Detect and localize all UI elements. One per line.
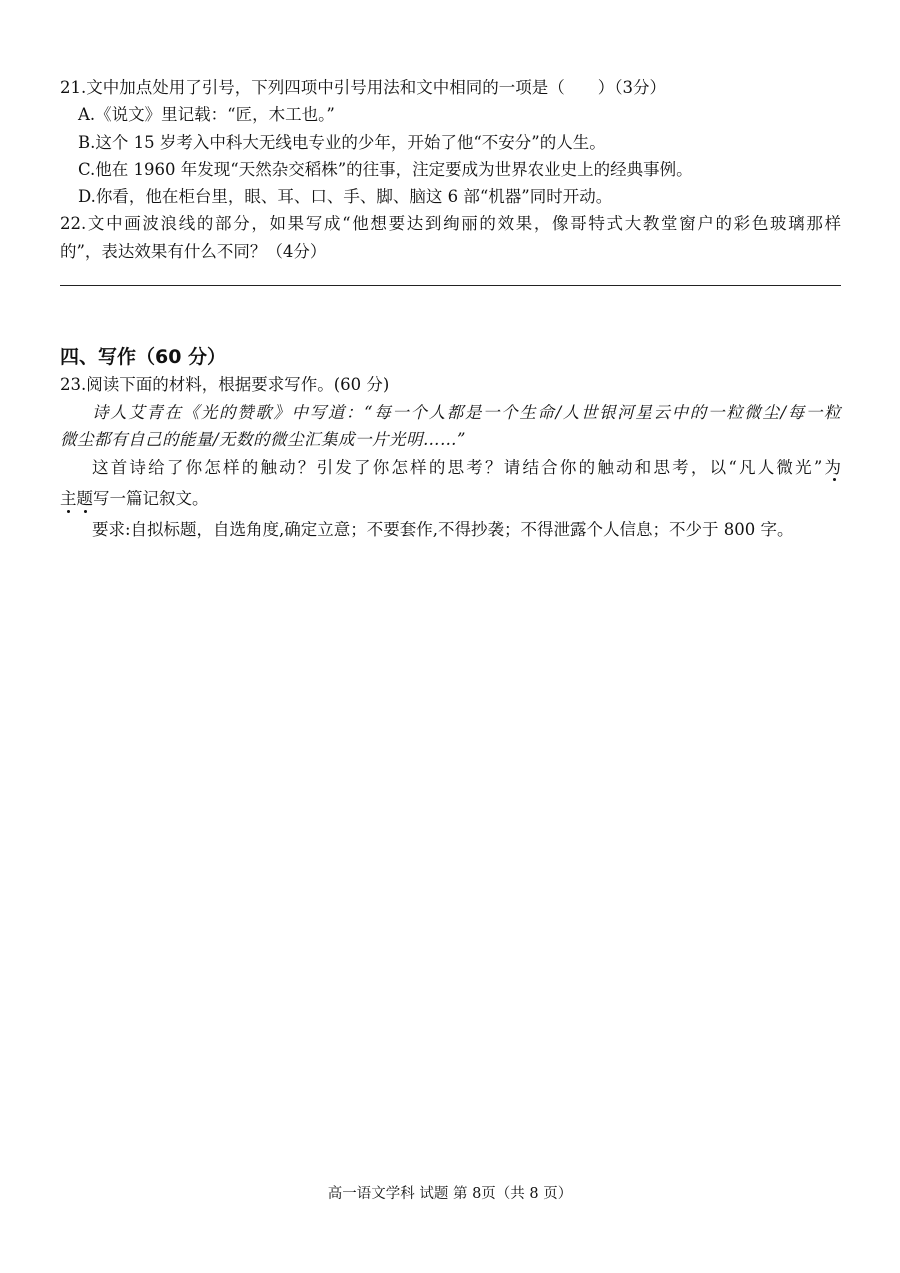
q22-line-1: 22.文中画波浪线的部分，如果写成“他想要达到绚丽的效果，像哥特式大教堂窗户的彩色玻璃那样 bbox=[60, 214, 841, 233]
q21-option-c: C.他在 1960 年发现“天然杂交稻株”的往事，注定要成为世界农业史上的经典事例。 bbox=[78, 160, 693, 179]
writing-prompt-line-2: 主题写一篇记叙文。 bbox=[60, 489, 209, 508]
writing-prompt-line-1: 这首诗给了你怎样的触动？引发了你怎样的思考？请结合你的触动和思考，以“凡人微光”为 bbox=[92, 458, 841, 477]
q21-option-a: A.《说文》里记载：“匠，木工也。” bbox=[78, 105, 335, 124]
poem-quote-line-1: 诗人艾青在《光的赞歌》中写道：“每一个人都是一个生命/人世银河星云中的一粒微尘/每一粒 bbox=[92, 403, 841, 422]
q22-line-2: 的”，表达效果有什么不同？（4分） bbox=[60, 242, 327, 261]
answer-line bbox=[60, 285, 841, 286]
emphasis-dot bbox=[833, 478, 836, 481]
q21-stem: 21.文中加点处用了引号，下列四项中引号用法和文中相同的一项是（ ）（3分） bbox=[60, 78, 666, 97]
q21-option-d: D.你看，他在柜台里，眼、耳、口、手、脚、脑这 6 部“机器”同时开动。 bbox=[78, 187, 613, 206]
q23-stem: 23.阅读下面的材料，根据要求写作。(60 分) bbox=[60, 375, 390, 394]
poem-quote-line-2: 微尘都有自己的能量/无数的微尘汇集成一片光明……” bbox=[60, 430, 466, 449]
emphasis-dot bbox=[84, 510, 87, 513]
emphasis-dot bbox=[67, 510, 70, 513]
section-heading-writing: 四、写作（60 分） bbox=[60, 346, 227, 368]
writing-requirements: 要求:自拟标题，自选角度,确定立意；不要套作,不得抄袭；不得泄露个人信息；不少于 800 字。 bbox=[92, 520, 794, 539]
page-footer: 高一语文学科 试题 第 8页（共 8 页） bbox=[327, 1186, 573, 1202]
q21-option-b: B.这个 15 岁考入中科大无线电专业的少年，开始了他“不安分”的人生。 bbox=[78, 133, 606, 152]
